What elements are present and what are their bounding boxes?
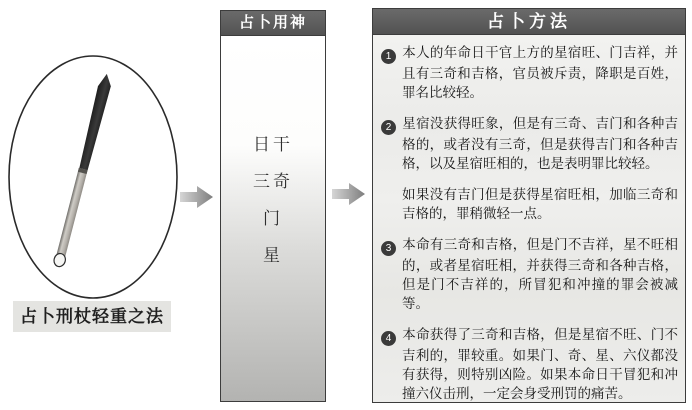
number-badge-4: 4 [381, 331, 396, 346]
paragraph-text: 本命获得了三奇和吉格，但是星宿不旺、门不吉利的，罪较重。如果门、奇、星、六仪都没有获得，则特别凶险。如果本命日干冒犯和冲撞六仪击刑，一定会身受刑罚的痛苦。 [402, 327, 678, 401]
panel-divination-method-header: 占卜方法 [373, 9, 685, 35]
left-caption: 占卜刑杖轻重之法 [13, 301, 171, 332]
method-paragraph-4 [381, 325, 678, 403]
deity-item: 日干 [253, 135, 293, 154]
number-badge-3: 3 [381, 241, 396, 256]
number-badge-1: 1 [381, 49, 396, 64]
method-paragraph-1 [381, 43, 678, 102]
panel-divination-method [372, 8, 686, 403]
paragraph-text: 星宿没获得旺象，但是有三奇、吉门和各种吉格的，或者没有三奇，但是获得吉门和各种吉格，以及星宿旺相的，也是表明罪比较轻。 [402, 116, 678, 171]
number-badge-2: 2 [381, 120, 396, 135]
panel-divination-deities-header: 占卜用神 [221, 11, 325, 36]
punishment-rod-icon [4, 53, 182, 301]
method-paragraph-2-note [381, 185, 678, 223]
paragraph-text: 本命有三奇和吉格，但是门不吉祥，星不旺相的，或者星宿旺相，并获得三奇和各种吉格，但是门不吉祥的，所冒犯和冲撞的罪会被减等。 [402, 237, 678, 311]
paragraph-text: 如果没有吉门但是获得星宿旺相，加临三奇和吉格的，罪稍微轻一点。 [402, 187, 678, 221]
rod-illustration [4, 53, 182, 301]
panel-divination-method-body [373, 35, 685, 402]
panel-divination-deities [220, 10, 326, 402]
method-paragraph-2 [381, 114, 678, 173]
deity-item: 三奇 [253, 172, 293, 191]
paragraph-text: 本人的年命日干官上方的星宿旺、门吉祥，并且有三奇和吉格，官员被斥责，降职是百姓，罪名比较轻。 [402, 45, 678, 100]
method-paragraph-3 [381, 235, 678, 313]
panel-divination-deities-body [221, 36, 325, 401]
deity-item: 星 [263, 246, 283, 265]
right-arrow-icon [180, 185, 214, 209]
deity-item: 门 [263, 209, 283, 228]
right-arrow-icon [332, 182, 366, 206]
